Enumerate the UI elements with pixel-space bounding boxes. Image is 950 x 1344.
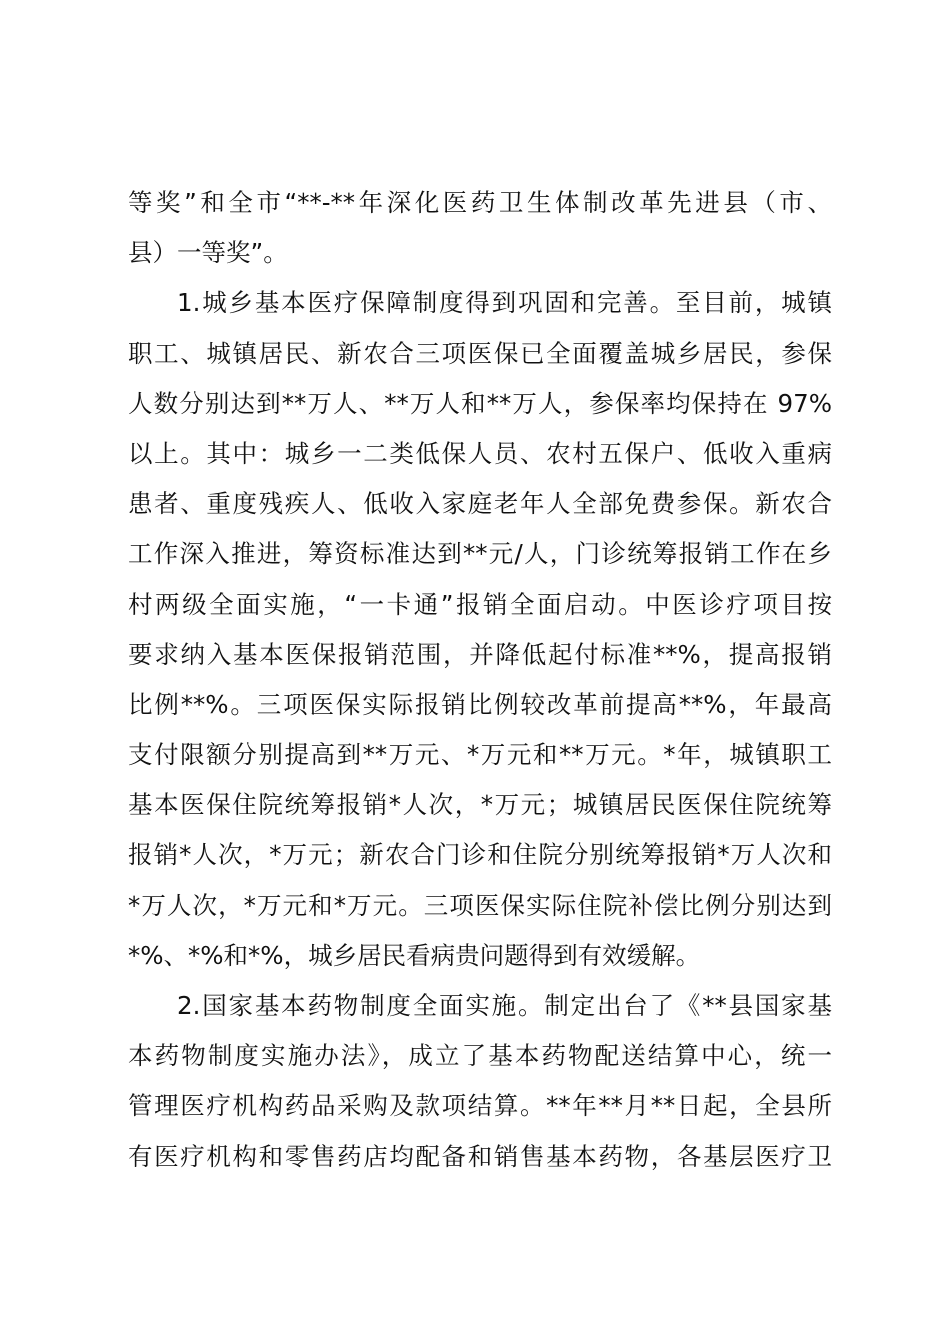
text-line: 患者、重度残疾人、低收入家庭老年人全部免费参保。新农合: [128, 489, 832, 519]
text-line: *万人次，*万元和*万元。三项医保实际住院补偿比例分别达到: [128, 890, 832, 920]
text-line: *%、*%和*%，城乡居民看病贵问题得到有效缓解。: [128, 940, 701, 970]
paragraph-continuation: [128, 178, 832, 278]
text-line: 基本医保住院统筹报销*人次，*万元；城镇居民医保住院统筹: [128, 790, 832, 820]
text-line: 1.城乡基本医疗保障制度得到巩固和完善。至目前，城镇: [177, 288, 832, 318]
text-line: 等奖”和全市“**-**年深化医药卫生体制改革先进县（市、: [128, 188, 832, 217]
text-line: 要求纳入基本医保报销范围，并降低起付标准**%，提高报销: [128, 639, 832, 669]
text-line: 人数分别达到**万人、**万人和**万人，参保率均保持在 97%: [128, 388, 832, 418]
text-line: 县）一等奖”。: [128, 238, 288, 268]
text-line: 本药物制度实施办法》，成立了基本药物配送结算中心，统一: [128, 1041, 832, 1071]
document-body: [128, 178, 832, 1182]
text-line: 报销*人次，*万元；新农合门诊和住院分别统筹报销*万人次和: [128, 840, 832, 870]
text-line: 村两级全面实施，“一卡通”报销全面启动。中医诊疗项目按: [128, 589, 832, 619]
text-line: 以上。其中：城乡一二类低保人员、农村五保户、低收入重病: [128, 438, 832, 468]
text-line: 工作深入推进，筹资标准达到**元/人，门诊统筹报销工作在乡: [128, 539, 832, 569]
text-line: 职工、城镇居民、新农合三项医保已全面覆盖城乡居民，参保: [128, 338, 832, 368]
paragraph-medical-insurance: [128, 278, 832, 981]
text-line: 管理医疗机构药品采购及款项结算。**年**月**日起，全县所: [128, 1091, 832, 1121]
text-line: 有医疗机构和零售药店均配备和销售基本药物，各基层医疗卫: [128, 1141, 832, 1171]
paragraph-essential-drugs: [128, 981, 832, 1182]
text-line: 支付限额分别提高到**万元、*万元和**万元。*年，城镇职工: [128, 740, 832, 770]
text-line: 比例**%。三项医保实际报销比例较改革前提高**%，年最高: [128, 689, 832, 719]
text-line: 2.国家基本药物制度全面实施。制定出台了《**县国家基: [177, 991, 832, 1020]
